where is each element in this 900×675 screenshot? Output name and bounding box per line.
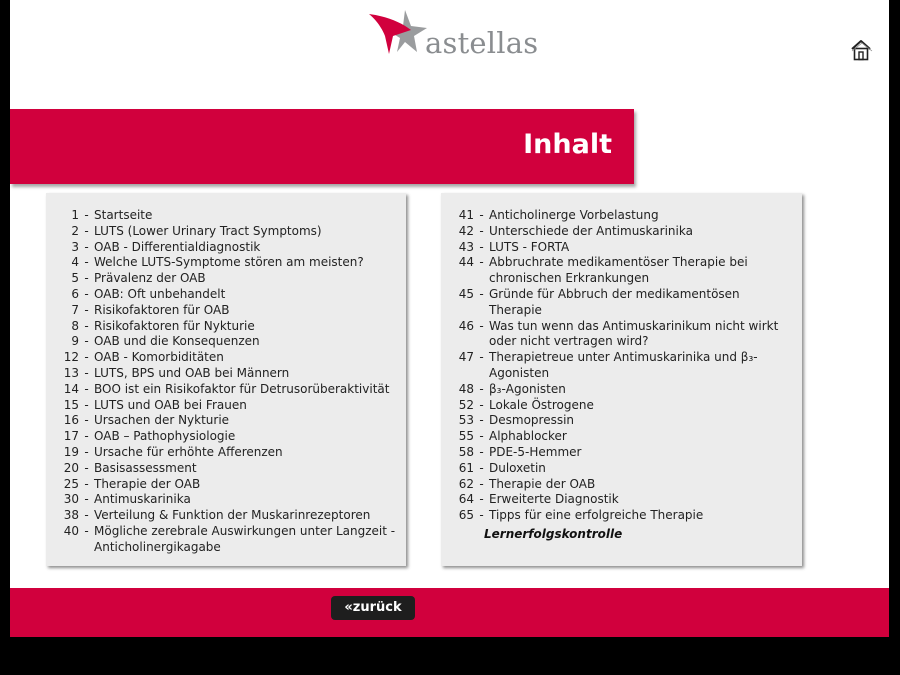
toc-item[interactable] bbox=[46, 208, 406, 224]
toc-item[interactable] bbox=[46, 477, 406, 493]
toc-item[interactable] bbox=[46, 287, 406, 303]
toc-panel-left bbox=[46, 193, 406, 566]
toc-item[interactable] bbox=[46, 334, 406, 350]
toc-item[interactable] bbox=[46, 224, 406, 240]
toc-item-number: 3 bbox=[71, 239, 79, 254]
toc-item-label: LUTS - FORTA bbox=[489, 239, 570, 254]
toc-item-label: OAB - Differentialdiagnostik bbox=[94, 239, 261, 254]
toc-item[interactable] bbox=[441, 429, 802, 445]
toc-item-number: 55 bbox=[458, 429, 474, 444]
lernerfolgskontrolle-link[interactable]: Lernerfolgskontrolle bbox=[484, 527, 623, 541]
toc-item[interactable] bbox=[46, 271, 406, 287]
toc-item-label: OAB: Oft unbehandelt bbox=[94, 286, 226, 301]
toc-item-separator: - bbox=[84, 271, 89, 286]
toc-item-separator: - bbox=[479, 318, 484, 333]
toc-item-number: 1 bbox=[71, 208, 79, 222]
toc-item-label: Therapie der OAB bbox=[489, 476, 596, 491]
toc-item-separator: - bbox=[84, 460, 89, 475]
toc-item-number: 48 bbox=[458, 381, 474, 396]
toc-item[interactable] bbox=[441, 208, 802, 224]
toc-item[interactable] bbox=[46, 461, 406, 477]
toc-item-label: Was tun wenn das Antimuskarinikum nicht wirkt oder nicht vertragen wird? bbox=[489, 318, 779, 349]
toc-item-label: Duloxetin bbox=[489, 460, 546, 475]
toc-item-label: Unterschiede der Antimuskarinika bbox=[489, 223, 693, 238]
toc-item-label: Mögliche zerebrale Auswirkungen unter Langzeit - Anticholinergikagabe bbox=[94, 523, 396, 554]
toc-item-number: 12 bbox=[63, 350, 79, 365]
toc-item-separator: - bbox=[84, 413, 89, 428]
toc-item-separator: - bbox=[84, 397, 89, 412]
toc-item-label: Tipps für eine erfolgreiche Therapie bbox=[489, 508, 704, 523]
toc-item-number: 8 bbox=[71, 318, 79, 333]
astellas-logo bbox=[367, 8, 547, 58]
toc-item[interactable] bbox=[441, 461, 802, 477]
toc-item-label: OAB und die Konsequenzen bbox=[94, 334, 260, 349]
toc-item-separator: - bbox=[479, 492, 484, 507]
toc-item-separator: - bbox=[84, 318, 89, 333]
toc-item-separator: - bbox=[479, 508, 484, 523]
logo-wordmark: astellas bbox=[425, 26, 539, 60]
toc-item-label: Alphablocker bbox=[489, 429, 567, 444]
toc-item[interactable] bbox=[441, 382, 802, 398]
toc-item-number: 53 bbox=[458, 413, 474, 428]
toc-item[interactable] bbox=[441, 240, 802, 256]
toc-item[interactable] bbox=[46, 492, 406, 508]
toc-item[interactable] bbox=[441, 224, 802, 240]
toc-item-number: 7 bbox=[71, 302, 79, 317]
toc-item-label: Basisassessment bbox=[94, 460, 197, 475]
home-button[interactable] bbox=[849, 38, 873, 62]
toc-item-label: Therapietreue unter Antimuskarinika und β₃-Agonisten bbox=[489, 350, 758, 380]
toc-item[interactable] bbox=[46, 524, 406, 556]
toc-item-number: 62 bbox=[458, 476, 474, 491]
page-title: Inhalt bbox=[523, 129, 612, 160]
toc-item[interactable] bbox=[46, 366, 406, 382]
toc-item[interactable] bbox=[441, 508, 802, 524]
toc-item-separator: - bbox=[479, 397, 484, 412]
toc-item-separator: - bbox=[479, 429, 484, 444]
title-banner bbox=[10, 109, 634, 184]
toc-item[interactable] bbox=[46, 382, 406, 398]
toc-panel-right bbox=[441, 193, 802, 566]
toc-item-label: Ursache für erhöhte Afferenzen bbox=[94, 444, 283, 459]
toc-item[interactable] bbox=[46, 303, 406, 319]
toc-item-label: Risikofaktoren für OAB bbox=[94, 302, 230, 317]
toc-item-number: 5 bbox=[71, 271, 79, 286]
toc-item-separator: - bbox=[84, 523, 89, 538]
toc-item[interactable] bbox=[441, 445, 802, 461]
toc-item-label: Desmopressin bbox=[489, 413, 575, 428]
toc-item-separator: - bbox=[84, 239, 89, 254]
toc-item-separator: - bbox=[479, 350, 484, 365]
toc-item-number: 43 bbox=[458, 239, 474, 254]
toc-item-label: LUTS, BPS und OAB bei Männern bbox=[94, 365, 290, 380]
toc-item-separator: - bbox=[84, 255, 89, 270]
toc-item-label: Anticholinerge Vorbelastung bbox=[489, 208, 659, 222]
toc-item[interactable] bbox=[441, 319, 802, 351]
toc-item-number: 58 bbox=[458, 444, 474, 459]
toc-item-number: 15 bbox=[63, 397, 79, 412]
toc-item-number: 17 bbox=[63, 429, 79, 444]
toc-item-separator: - bbox=[479, 239, 484, 254]
toc-item[interactable] bbox=[46, 319, 406, 335]
toc-list-left bbox=[46, 193, 406, 556]
toc-item-number: 42 bbox=[458, 223, 474, 238]
toc-item-label: Lokale Östrogene bbox=[489, 397, 594, 412]
toc-item-label: PDE-5-Hemmer bbox=[489, 444, 582, 459]
toc-item-number: 4 bbox=[71, 255, 79, 270]
toc-item-label: LUTS und OAB bei Frauen bbox=[94, 397, 247, 412]
toc-item-label: OAB – Pathophysiologie bbox=[94, 429, 236, 444]
toc-item-number: 16 bbox=[63, 413, 79, 428]
toc-item-number: 41 bbox=[458, 208, 474, 222]
toc-item[interactable] bbox=[46, 240, 406, 256]
toc-item-separator: - bbox=[84, 223, 89, 238]
toc-item-number: 13 bbox=[63, 365, 79, 380]
toc-item-label: Risikofaktoren für Nykturie bbox=[94, 318, 255, 333]
toc-item-label: BOO ist ein Risikofaktor für Detrusorüberaktivität bbox=[94, 381, 390, 396]
toc-item[interactable] bbox=[441, 398, 802, 414]
toc-item[interactable] bbox=[441, 413, 802, 429]
toc-item-separator: - bbox=[479, 460, 484, 475]
toc-item-label: LUTS (Lower Urinary Tract Symptoms) bbox=[94, 223, 322, 238]
toc-item-label: Antimuskarinika bbox=[94, 492, 191, 507]
home-icon bbox=[849, 38, 873, 62]
toc-item[interactable] bbox=[441, 350, 802, 382]
toc-item-number: 52 bbox=[458, 397, 474, 412]
toc-item-number: 25 bbox=[63, 476, 79, 491]
toc-item-label: Abbruchrate medikamentöser Therapie bei chronischen Erkrankungen bbox=[489, 255, 748, 286]
toc-item-label: β₃-Agonisten bbox=[489, 381, 566, 396]
toc-item[interactable] bbox=[441, 255, 802, 287]
toc-item-separator: - bbox=[479, 476, 484, 491]
toc-item-label: Erweiterte Diagnostik bbox=[489, 492, 619, 507]
toc-item[interactable] bbox=[46, 255, 406, 271]
toc-item-number: 20 bbox=[63, 460, 79, 475]
toc-item-separator: - bbox=[84, 365, 89, 380]
star-swoosh-icon bbox=[367, 8, 431, 58]
toc-item[interactable] bbox=[441, 492, 802, 508]
toc-list-right bbox=[441, 193, 802, 524]
toc-item-separator: - bbox=[479, 381, 484, 396]
toc-item-separator: - bbox=[84, 350, 89, 365]
toc-item-number: 38 bbox=[63, 508, 79, 523]
toc-item[interactable] bbox=[441, 477, 802, 493]
back-button[interactable]: «zurück bbox=[331, 596, 415, 620]
toc-item[interactable] bbox=[46, 429, 406, 445]
toc-item-label: Prävalenz der OAB bbox=[94, 271, 206, 286]
toc-item-number: 64 bbox=[458, 492, 474, 507]
toc-item-separator: - bbox=[479, 255, 484, 270]
toc-item-number: 47 bbox=[458, 350, 474, 365]
toc-item-separator: - bbox=[84, 302, 89, 317]
toc-item[interactable] bbox=[441, 287, 802, 319]
toc-item-number: 30 bbox=[63, 492, 79, 507]
toc-item-separator: - bbox=[84, 476, 89, 491]
toc-item-separator: - bbox=[84, 508, 89, 523]
toc-item-separator: - bbox=[479, 444, 484, 459]
toc-item-separator: - bbox=[479, 208, 484, 222]
toc-item-separator: - bbox=[84, 429, 89, 444]
app-stage bbox=[10, 0, 889, 637]
toc-item-number: 9 bbox=[71, 334, 79, 349]
toc-item-number: 14 bbox=[63, 381, 79, 396]
toc-item[interactable] bbox=[46, 398, 406, 414]
toc-item-label: Therapie der OAB bbox=[94, 476, 201, 491]
toc-item-number: 44 bbox=[458, 255, 474, 270]
toc-item-number: 61 bbox=[458, 460, 474, 475]
toc-item-separator: - bbox=[84, 208, 89, 222]
toc-item[interactable] bbox=[46, 445, 406, 461]
toc-item[interactable] bbox=[46, 413, 406, 429]
toc-item[interactable] bbox=[46, 508, 406, 524]
toc-item-label: Startseite bbox=[94, 208, 153, 222]
toc-item-label: Gründe für Abbruch der medikamentösen Therapie bbox=[489, 286, 740, 317]
toc-item-number: 19 bbox=[63, 444, 79, 459]
toc-item-separator: - bbox=[84, 381, 89, 396]
toc-item-number: 45 bbox=[458, 286, 474, 301]
toc-item-number: 40 bbox=[63, 523, 79, 538]
toc-item-number: 6 bbox=[71, 286, 79, 301]
toc-item-number: 46 bbox=[458, 318, 474, 333]
toc-item-separator: - bbox=[84, 492, 89, 507]
toc-item-label: Welche LUTS-Symptome stören am meisten? bbox=[94, 255, 364, 270]
toc-item-label: Verteilung & Funktion der Muskarinrezeptoren bbox=[94, 508, 371, 523]
toc-item-separator: - bbox=[479, 413, 484, 428]
footer-bar bbox=[10, 588, 889, 637]
toc-item-label: OAB - Komorbiditäten bbox=[94, 350, 224, 365]
toc-item-separator: - bbox=[479, 286, 484, 301]
toc-item-number: 65 bbox=[458, 508, 474, 523]
toc-item-separator: - bbox=[84, 334, 89, 349]
toc-item-separator: - bbox=[84, 286, 89, 301]
toc-item-separator: - bbox=[84, 444, 89, 459]
toc-item-number: 2 bbox=[71, 223, 79, 238]
toc-item-separator: - bbox=[479, 223, 484, 238]
toc-item[interactable] bbox=[46, 350, 406, 366]
toc-item-label: Ursachen der Nykturie bbox=[94, 413, 230, 428]
